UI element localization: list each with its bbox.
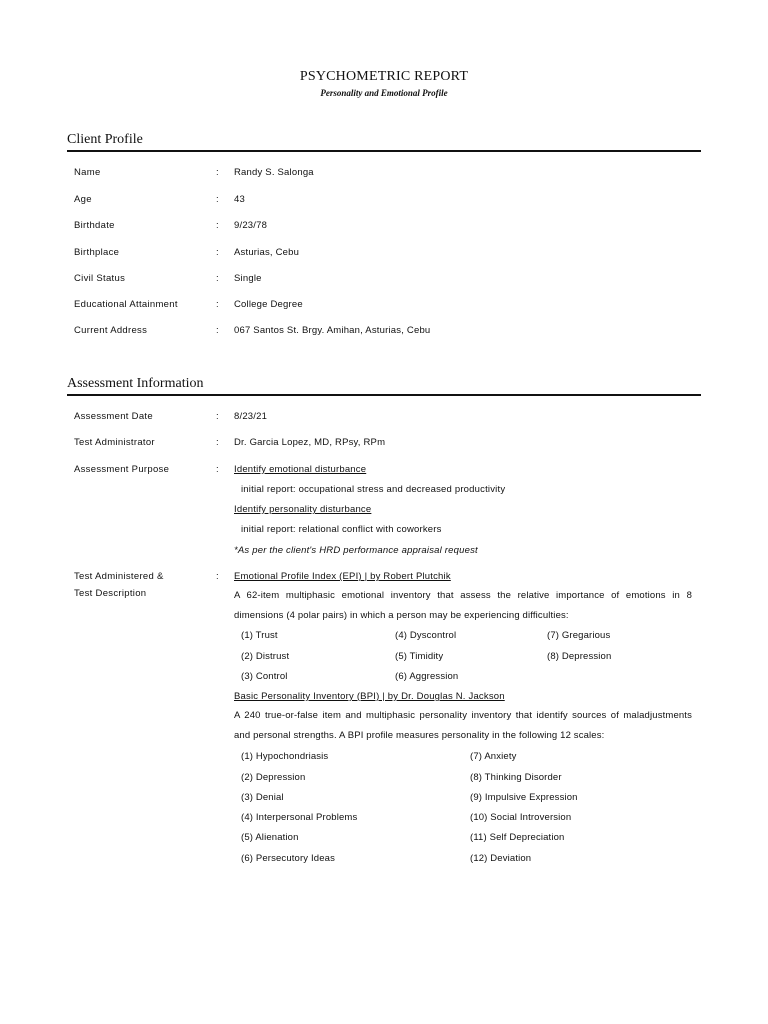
section-divider [67,394,701,396]
bpi-scale: (4) Interpersonal Problems [241,812,358,823]
purpose-footnote: *As per the client's HRD performance appraisal request [234,545,478,556]
field-label: Age [74,194,92,205]
bpi-scale: (12) Deviation [470,853,532,864]
epi-description: A 62-item multiphasic emotional inventory that assess the relative importance of emotions in 8 dimensions (4 polar pairs) in which a person may be experiencing difficulties: [234,590,692,621]
field-label: Name [74,167,101,178]
bpi-scale: (9) Impulsive Expression [470,792,578,803]
epi-scale: (7) Gregarious [547,630,611,641]
bpi-scale: (2) Depression [241,772,306,783]
colon-separator: : [216,464,219,475]
colon-separator: : [216,437,219,448]
field-label: Assessment Date [74,411,153,422]
bpi-scale: (8) Thinking Disorder [470,772,562,783]
field-label: Current Address [74,325,148,336]
field-label: Test Administered & [74,571,164,582]
client-civil-status: Single [234,273,262,284]
epi-title: Emotional Profile Index (EPI) | by Robert Plutchik [234,571,451,582]
purpose-emotional: Identify emotional disturbance [234,464,367,475]
colon-separator: : [216,411,219,422]
epi-scale: (6) Aggression [395,671,459,682]
bpi-title: Basic Personality Inventory (BPI) | by Dr. Douglas N. Jackson [234,691,505,702]
colon-separator: : [216,273,219,284]
purpose-personality: Identify personality disturbance [234,504,372,515]
field-label: Civil Status [74,273,126,284]
field-label: Birthplace [74,247,120,258]
field-label: Educational Attainment [74,299,178,310]
colon-separator: : [216,571,219,582]
client-education: College Degree [234,299,303,310]
colon-separator: : [216,167,219,178]
epi-scale: (4) Dyscontrol [395,630,457,641]
bpi-description: A 240 true-or-false item and multiphasic personality inventory that identify sources of maladjustments and personal strengths. A BPI profile measures personality in the following 12 scales: [234,710,692,741]
report-title: PSYCHOMETRIC REPORT [299,69,469,84]
colon-separator: : [216,299,219,310]
field-label: Birthdate [74,220,115,231]
colon-separator: : [216,247,219,258]
colon-separator: : [216,194,219,205]
epi-scale: (3) Control [241,671,288,682]
client-age: 43 [234,194,245,205]
field-label: Test Administrator [74,437,155,448]
epi-scale: (2) Distrust [241,651,290,662]
bpi-scale: (7) Anxiety [470,751,517,762]
test-administrator: Dr. Garcia Lopez, MD, RPsy, RPm [234,437,386,448]
client-birthdate: 9/23/78 [234,220,268,231]
epi-scale: (1) Trust [241,630,278,641]
bpi-scale: (3) Denial [241,792,284,803]
bpi-scale: (6) Persecutory Ideas [241,853,335,864]
purpose-emotional-note: initial report: occupational stress and decreased productivity [241,484,506,495]
report-subtitle: Personality and Emotional Profile [320,88,448,98]
epi-scale: (5) Timidity [395,651,444,662]
client-birthplace: Asturias, Cebu [234,247,300,258]
bpi-scale: (11) Self Depreciation [470,832,565,843]
bpi-scale: (10) Social Introversion [470,812,572,823]
purpose-personality-note: initial report: relational conflict with coworkers [241,524,442,535]
section-divider [67,150,701,152]
client-profile-heading: Client Profile [67,132,143,147]
client-name: Randy S. Salonga [234,167,314,178]
client-address: 067 Santos St. Brgy. Amihan, Asturias, Cebu [234,325,431,336]
assessment-info-heading: Assessment Information [67,376,204,391]
bpi-scale: (1) Hypochondriasis [241,751,329,762]
field-label: Assessment Purpose [74,464,170,475]
colon-separator: : [216,325,219,336]
assessment-date: 8/23/21 [234,411,268,422]
colon-separator: : [216,220,219,231]
epi-scale: (8) Depression [547,651,612,662]
bpi-scale: (5) Alienation [241,832,299,843]
field-label: Test Description [74,588,147,599]
